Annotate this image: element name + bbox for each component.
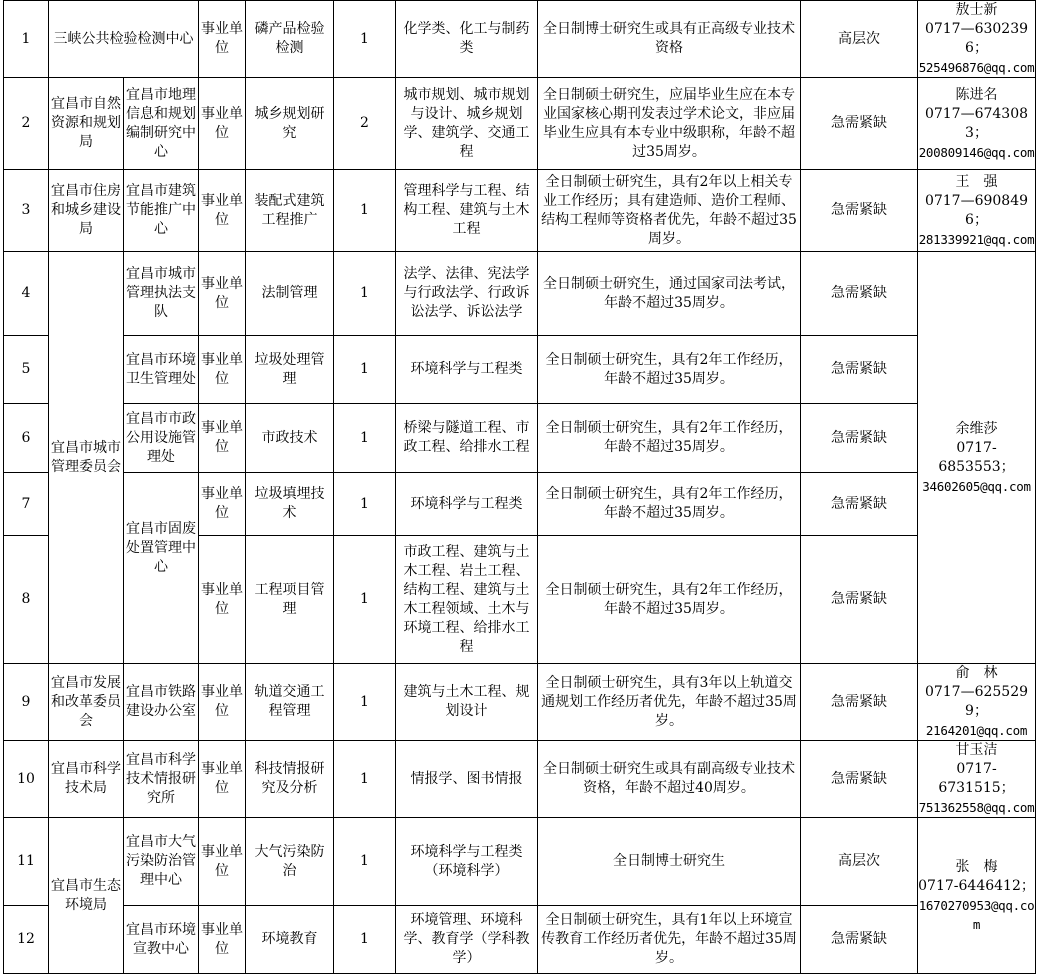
contact-name: 王 强 xyxy=(955,173,998,190)
contact-cell xyxy=(918,1,1036,78)
row-number: 4 xyxy=(4,252,49,336)
requirement: 全日制硕士研究生，具有2年工作经历，年龄不超过35周岁。 xyxy=(538,336,801,404)
major: 环境科学与工程类 xyxy=(396,473,538,536)
row-number: 11 xyxy=(4,818,49,906)
unit-name: 宜昌市地理信息和规划编制研究中心 xyxy=(124,78,199,170)
table-row xyxy=(4,906,1036,974)
requirement: 全日制硕士研究生，具有2年工作经历，年龄不超过35周岁。 xyxy=(538,536,801,664)
major: 法学、法律、宪法学与行政法学、行政诉讼法学、诉讼法学 xyxy=(396,252,538,336)
post-name: 垃圾处理管理 xyxy=(246,336,334,404)
table-row xyxy=(4,170,1036,252)
contact-phone: 0717—6302396； xyxy=(924,21,1029,56)
row-number: 9 xyxy=(4,664,49,741)
major: 化学类、化工与制药类 xyxy=(396,1,538,78)
requirement: 全日制博士研究生 xyxy=(538,818,801,906)
unit-nature: 事业单位 xyxy=(199,78,246,170)
row-number: 2 xyxy=(4,78,49,170)
contact-cell xyxy=(918,818,1036,974)
post-count: 2 xyxy=(334,78,396,170)
contact-name: 俞 林 xyxy=(955,665,998,681)
unit-name: 宜昌市固废处置管理中心 xyxy=(124,473,199,664)
requirement: 全日制硕士研究生，通过国家司法考试，年龄不超过35周岁。 xyxy=(538,252,801,336)
contact-email: 525496876@qq.com xyxy=(918,60,1035,75)
post-count: 1 xyxy=(334,906,396,974)
requirement: 全日制硕士研究生，具有2年以上相关专业工作经历；具有建造师、造价工程师、结构工程师等资格者优先，年龄不超过35周岁。 xyxy=(538,170,801,252)
unit-name: 宜昌市建筑节能推广中心 xyxy=(124,170,199,252)
unit-name: 宜昌市市政公用设施管理处 xyxy=(124,404,199,473)
contact-phone: 0717-6446412； xyxy=(918,877,1035,894)
talent-level: 急需紧缺 xyxy=(801,473,918,536)
unit-name: 宜昌市科学技术情报研究所 xyxy=(124,741,199,818)
post-name: 轨道交通工程管理 xyxy=(246,664,334,741)
post-name: 市政技术 xyxy=(246,404,334,473)
talent-level: 急需紧缺 xyxy=(801,404,918,473)
contact-cell xyxy=(918,741,1036,818)
table-row xyxy=(4,1,1036,78)
post-name: 城乡规划研究 xyxy=(246,78,334,170)
requirement: 全日制硕士研究生，具有2年工作经历，年龄不超过35周岁。 xyxy=(538,404,801,473)
talent-level: 急需紧缺 xyxy=(801,336,918,404)
unit-nature: 事业单位 xyxy=(199,1,246,78)
major: 管理科学与工程、结构工程、建筑与土木工程 xyxy=(396,170,538,252)
post-count: 1 xyxy=(334,252,396,336)
unit-nature: 事业单位 xyxy=(199,906,246,974)
department: 宜昌市发展和改革委员会 xyxy=(49,664,124,741)
major: 建筑与土木工程、规划设计 xyxy=(396,664,538,741)
contact-name: 陈进名 xyxy=(955,86,998,103)
unit-name: 三峡公共检验检测中心 xyxy=(49,1,199,78)
post-name: 垃圾填埋技术 xyxy=(246,473,334,536)
major: 城市规划、城市规划与设计、城乡规划学、建筑学、交通工程 xyxy=(396,78,538,170)
contact-cell xyxy=(918,664,1036,741)
major: 环境管理、环境科学、教育学（学科教学） xyxy=(396,906,538,974)
talent-level: 急需紧缺 xyxy=(801,78,918,170)
department: 宜昌市生态环境局 xyxy=(49,818,124,974)
post-name: 科技情报研究及分析 xyxy=(246,741,334,818)
contact-cell xyxy=(918,170,1036,252)
contact-name: 敖士新 xyxy=(955,2,998,18)
table-row xyxy=(4,336,1036,404)
post-count: 1 xyxy=(334,404,396,473)
major: 环境科学与工程类（环境科学） xyxy=(396,818,538,906)
requirement: 全日制硕士研究生，具有1年以上环境宣传教育工作经历者优先，年龄不超过35周岁。 xyxy=(538,906,801,974)
row-number: 5 xyxy=(4,336,49,404)
row-number: 7 xyxy=(4,473,49,536)
unit-name: 宜昌市铁路建设办公室 xyxy=(124,664,199,741)
contact-name: 张 梅 xyxy=(955,858,998,875)
contact-phone: 6853553； xyxy=(938,458,1015,475)
contact-phone: 0717—6743083； xyxy=(924,105,1029,141)
unit-name: 宜昌市环境卫生管理处 xyxy=(124,336,199,404)
major: 桥梁与隧道工程、市政工程、给排水工程 xyxy=(396,404,538,473)
major: 市政工程、建筑与土木工程、岩土工程、结构工程、建筑与土木工程领域、土木与环境工程、给排水工程 xyxy=(396,536,538,664)
post-count: 1 xyxy=(334,664,396,741)
unit-nature: 事业单位 xyxy=(199,252,246,336)
unit-nature: 事业单位 xyxy=(199,404,246,473)
unit-nature: 事业单位 xyxy=(199,536,246,664)
row-number: 3 xyxy=(4,170,49,252)
row-number: 6 xyxy=(4,404,49,473)
post-name: 法制管理 xyxy=(246,252,334,336)
unit-nature: 事业单位 xyxy=(199,336,246,404)
unit-nature: 事业单位 xyxy=(199,664,246,741)
post-count: 1 xyxy=(334,1,396,78)
post-count: 1 xyxy=(334,473,396,536)
talent-level: 高层次 xyxy=(801,1,918,78)
contact-name: 余维莎 xyxy=(955,420,998,437)
table-row xyxy=(4,252,1036,336)
major: 情报学、图书情报 xyxy=(396,741,538,818)
post-name: 大气污染防治 xyxy=(246,818,334,906)
table-row xyxy=(4,473,1036,536)
post-name: 装配式建筑工程推广 xyxy=(246,170,334,252)
requirement: 全日制硕士研究生，应届毕业生应在本专业国家核心期刊发表过学术论文，非应届毕业生应具有本专业中级职称，年龄不超过35周岁。 xyxy=(538,78,801,170)
contact-cell xyxy=(918,78,1036,170)
row-number: 1 xyxy=(4,1,49,78)
talent-level: 急需紧缺 xyxy=(801,906,918,974)
unit-nature: 事业单位 xyxy=(199,818,246,906)
unit-nature: 事业单位 xyxy=(199,473,246,536)
unit-nature: 事业单位 xyxy=(199,170,246,252)
requirement: 全日制博士研究生或具有正高级专业技术资格 xyxy=(538,1,801,78)
recruitment-table xyxy=(3,0,1036,974)
talent-level: 急需紧缺 xyxy=(801,170,918,252)
post-count: 1 xyxy=(334,741,396,818)
contact-email: 2164201@qq.com xyxy=(925,723,1028,738)
contact-phone: 0717—6908496； xyxy=(924,192,1029,228)
contact-email: 281339921@qq.com xyxy=(918,231,1035,247)
department: 宜昌市自然资源和规划局 xyxy=(49,78,124,170)
contact-email: 751362558@qq.com xyxy=(918,800,1035,815)
row-number: 12 xyxy=(4,906,49,974)
unit-name: 宜昌市大气污染防治管理中心 xyxy=(124,818,199,906)
talent-level: 急需紧缺 xyxy=(801,252,918,336)
contact-phone: 0717- xyxy=(956,761,997,777)
contact-email: 1670270953@qq.com xyxy=(918,897,1035,932)
contact-email: 34602605@qq.com xyxy=(922,478,1031,494)
requirement: 全日制硕士研究生，具有3年以上轨道交通规划工作经历者优先，年龄不超过35周岁。 xyxy=(538,664,801,741)
post-count: 1 xyxy=(334,818,396,906)
table-row xyxy=(4,741,1036,818)
table-row xyxy=(4,78,1036,170)
department: 宜昌市住房和城乡建设局 xyxy=(49,170,124,252)
requirement: 全日制硕士研究生或具有副高级专业技术资格，年龄不超过40周岁。 xyxy=(538,741,801,818)
contact-phone: 0717—6255299； xyxy=(924,684,1029,719)
unit-name: 宜昌市环境宣教中心 xyxy=(124,906,199,974)
post-name: 环境教育 xyxy=(246,906,334,974)
row-number: 8 xyxy=(4,536,49,664)
contact-email: 200809146@qq.com xyxy=(918,144,1035,160)
talent-level: 急需紧缺 xyxy=(801,536,918,664)
table-row xyxy=(4,818,1036,906)
unit-nature: 事业单位 xyxy=(199,741,246,818)
contact-phone: 0717- xyxy=(956,439,997,456)
talent-level: 高层次 xyxy=(801,818,918,906)
talent-level: 急需紧缺 xyxy=(801,741,918,818)
post-name: 磷产品检验检测 xyxy=(246,1,334,78)
contact-cell xyxy=(918,252,1036,664)
department: 宜昌市科学技术局 xyxy=(49,741,124,818)
department: 宜昌市城市管理委员会 xyxy=(49,252,124,664)
major: 环境科学与工程类 xyxy=(396,336,538,404)
requirement: 全日制硕士研究生，具有2年工作经历，年龄不超过35周岁。 xyxy=(538,473,801,536)
talent-level: 急需紧缺 xyxy=(801,664,918,741)
contact-phone: 6731515； xyxy=(938,780,1015,796)
post-count: 1 xyxy=(334,536,396,664)
table-row xyxy=(4,664,1036,741)
post-count: 1 xyxy=(334,170,396,252)
post-name: 工程项目管理 xyxy=(246,536,334,664)
table-row xyxy=(4,404,1036,473)
row-number: 10 xyxy=(4,741,49,818)
unit-name: 宜昌市城市管理执法支队 xyxy=(124,252,199,336)
post-count: 1 xyxy=(334,336,396,404)
contact-name: 甘玉洁 xyxy=(955,742,998,758)
